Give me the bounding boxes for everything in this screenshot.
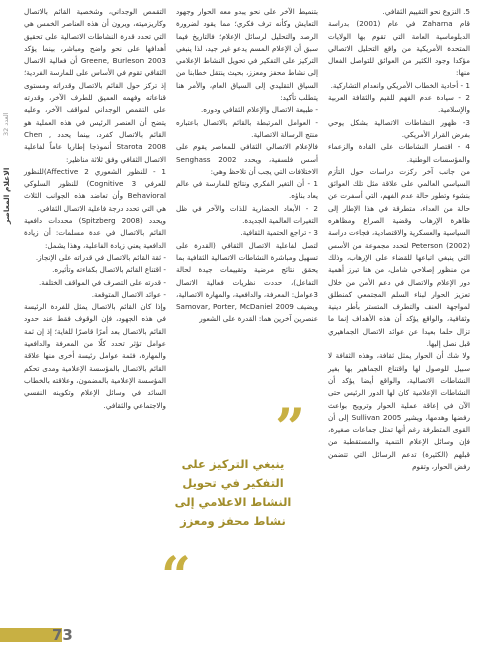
paragraph: من جانب آخر ركزت دراسات حول التأزم السياسي العالمي على علاقة مثل تلك العوائق بنشوء وتطور حالة عدم الفهم، التي أسفرت عن حالة من العداء، متطرقة في هذا الإطار إلى ظاهرة الإرهاب وقضية الصراع ومظاهره السياسية والعسكرية والاقتصادية، فجاءت دراسة Peterson (2002) لتحدد مجموعة من الأسس التي ينبغي اتباعها للقضاء على الإرهاب، وذلك من منظور إصلاحي شامل، من هنا تبرز أهمية دور الإعلام والاتصال في دعم الأمن من خلال تعزيز الحوار لبناء السلم المجتمعي كمنطلق لمواجهة العنف والتطرف المتستر بأطر دينية وثقافية، والواقع يؤكد أن هذه الأهداف إنما ما تزال حلما بعيدا عن عوائد الاتصال الجماهيري قبل نصل إليها. xyxy=(328,166,470,349)
list-item: 2 - سيادة عدم الفهم للقيم والثقافة العربية والإسلامية. xyxy=(328,93,470,115)
page-number: 73 xyxy=(52,626,73,644)
list-item: - عوائد الاتصال المتوقعة. xyxy=(91,289,166,299)
section-title: الاعلام المعاصر xyxy=(2,168,11,225)
list-item: 3 - تراجع الحتمية الثقافية. xyxy=(240,228,318,238)
paragraph: 5. النزوع نحو التقييم الثقافي. xyxy=(382,7,470,16)
list-item: - طبيعة الاتصال والإعلام الثقافي ودوره. xyxy=(200,105,318,115)
list-item: - قدرته على التصرف في المواقف الختلفة. xyxy=(38,277,166,287)
paragraph: فالإعلام الاتصالي الثقافي للمعاصر يقوم على أسس فلسفية، ويحدد Senghass 2002 الاختلافات التي يجب أن تلاحظ وهي: xyxy=(176,142,318,176)
pull-quote xyxy=(161,398,305,607)
list-item: - العوامل المرتبطة بالقائم بالاتصال باعتباره منتج الرسالة الاتصالية. xyxy=(176,117,318,139)
quote-open-icon: ” xyxy=(275,398,305,459)
paragraph: التقمص الوجداني، وشخصية القائم بالاتصال وكاريزميته، ويرون أن هذه العناصر الخمس هي التي تحدد قدرة النشاطات الاتصالية على تحقيق أهدافها على نحو واضح ومباشر، بينما يؤكد Greene, Burleson 2003 أن فعالية الاتصال الثقافي تقوم في الأساس على للمارسة الفردية؛ إذ تركز حول القائم بالاتصال وقدراته ومستوى قناعاته وفهمه العميق للطرف الآخر، وقدرته على التقمص الوجداني لمواقف الآخر، وعليه يتضح أن العنصر الرئيس في هذه العملية هو القائم بالاتصال كفرد، بينما يحدد Chen , Starota 2008 أنموذجا إطاريا عاماً لفاعلية الاتصال الثقافي وفق ثلاثة مناظير: xyxy=(24,7,167,164)
paragraph: قام Zaharna في عام (2001) بدراسة الدبلوماسية العامة التي تقوم بها الولايات المتحدة الأمريكية من واقع التحليل الاتصالي مؤكدا وجود الكثير من العوائق للتواصل الفعال منها: xyxy=(328,19,470,78)
list-item: 2 - الأبعاد الحضارية للذات والآخر في ظل التغيرات العالمية الجديدة. xyxy=(176,203,318,226)
list-item: 1 - أن التغير الفكري ونتائج للمارسة في عالم يعاد بناؤه. xyxy=(176,179,318,201)
column-right xyxy=(328,6,470,473)
paragraph: لتصل لفاعلية الاتصال الثقافي (القدرة على تسهيل ومباشرة النشاطات الاتصالية الثقافية بما يحقق نتائج مرضية وتقييمات جيدة لحالة التفاعل)، حددت نظريات فعالية الاتصال 3عوامل: المعرفة، والدافعية، والمهارة الاتصالية، ويضيف Samovar, Porter, McDaniel 2009 عنصرين آخرين هما: القدرة على الشعور xyxy=(176,240,318,324)
pull-quote-text: ينبغي التركيز على التفكير في تحويل النشاط الاعلامي إلى نشاط محفز ومعزز xyxy=(174,457,292,528)
quote-close-icon: “ xyxy=(161,546,191,607)
issue-label: العدد 32 xyxy=(2,112,10,136)
list-item: 4 - اقتصار النشاطات على القادة والزعماء والمؤسسات الوطنية. xyxy=(328,142,470,164)
paragraph: بتنميط الآخر على نحو يبدو معه الحوار وجهود التعايش وكأنه ترف فكري؛ مما يقود لضرورة الرصد والتحليل لرسائل الإعلام؛ فالتاريخ فيما سبق أن الإعلام المسم يدعو غير جيد، لذا ينبغي التركيز على التفكير في تحويل النشاط الإعلامي إلى نشاط محفز ومعزز، بحيث ينتقل خطابنا من السياق التقليدي إلى السياق العام، والأمر هنا يتطلب تأكيد: xyxy=(176,7,318,103)
paragraph: ويحدد (Spitzberg 2008) محددات دافعية القائم بالاتصال في عدة مسلمات: أن زيادة الدافعية يعني زيادة الفاعلية، وهذا يشمل: xyxy=(24,216,166,250)
list-item: 1 - أحادية الخطاب الأمريكي وانعدام التشاركية. xyxy=(330,80,470,90)
column-left xyxy=(24,6,166,412)
list-item: 3- ظهور النشاطات الاتصالية بشكل يوحي بفرض القرار الأمريكي. xyxy=(328,117,470,139)
paragraph: وإذا كان القائم بالاتصال يمثل للفردة الرئيسة في هذه الجهود، فإن الوقوف فقط عند حدود القائم بالاتصال بعد أمرًا قاصرًا للغاية؛ إذ إن ثمة عوامل تؤثر تحدد كلًا من المعرفة والدافعية والمهارة، فثمة عوامل رئيسة أخرى منها علاقة القائم بالاتصال بالمؤسسة الإعلامية ومدى تحكم المؤسسة الإعلامية بالمضمون، وعلاقته بالخطاب السائد في وسائل الإعلام وتكوينه النفسي والاجتماعي والثقافي. xyxy=(24,302,166,410)
sidebar-band xyxy=(0,0,14,648)
column-middle xyxy=(176,6,318,326)
list-item: - اقتناع القائم بالاتصال بكفاءته وتأثيره. xyxy=(52,265,166,275)
paragraph: ولا شك أن الحوار يمثل ثقافة، وهذه الثقافة لا سبيل للوصول لها واقتناع الجماهير بها بغير النشاطات الاتصالية، والواقع أيضا يؤكد أن النشاطات الإعلامية كان لها الدور الرئيس حتى الآن في إعاقة عملية الحوار وترويج بواعث رفضها وهدمها، ويشير Sullivan 2005 إلى أن القوى المتطرفة رغم أنها تمثل جماعات صغيرة، فإن وسائل الإعلام التنمية والمستقطبة من قبلهم (الكثيرة) تدعم الرسائل التي تتضمن رفض الحوار، وتقوم xyxy=(328,351,470,471)
list-item: - ثقة القائم بالاتصال في قدراته على الإنجاز. xyxy=(35,252,166,262)
list-item: 1 - للنظور الشعوري Affective 2)للنظور للعرفي Cognitive 3) للنظور السلوكي Behavioral وأن تعاضد هذه الجوانب الثلاث هي التي تحدد درجة فاعلية الاتصال الثقافي. xyxy=(24,166,166,213)
